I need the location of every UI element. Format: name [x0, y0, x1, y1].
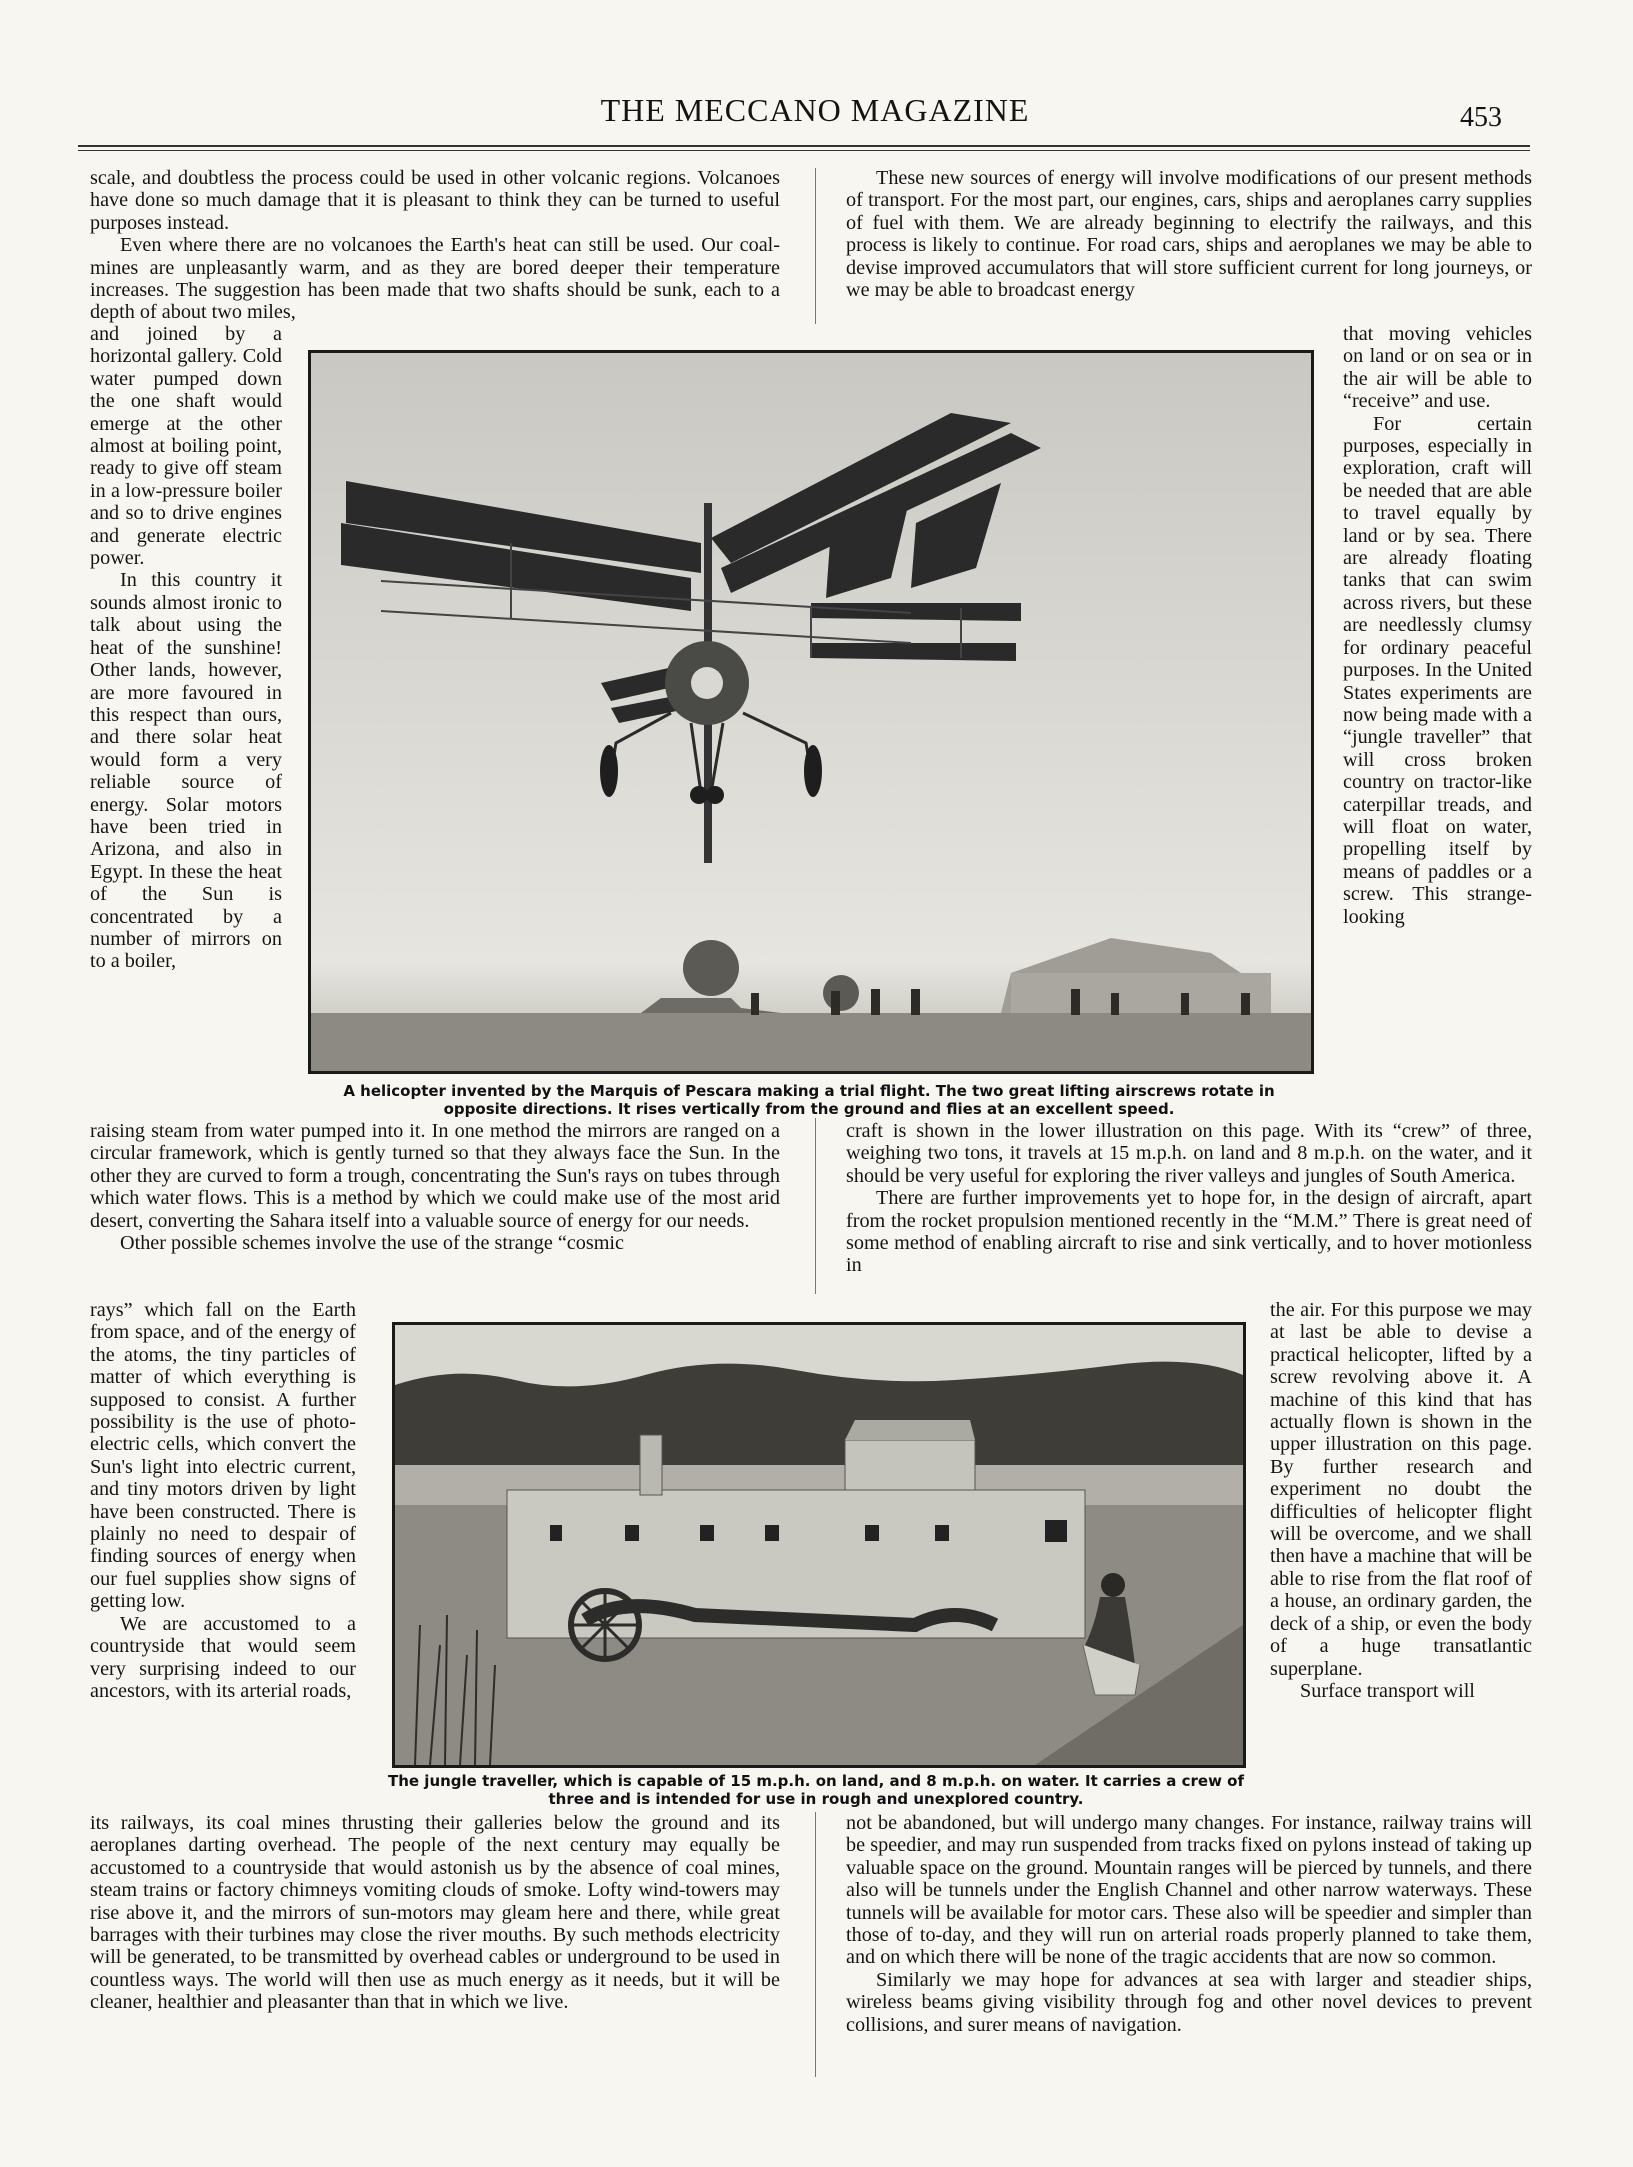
paragraph: Other possible schemes involve the use of the strange “cosmic	[120, 1232, 624, 1255]
header-rule	[78, 145, 1530, 147]
left-column-top-text	[90, 167, 780, 324]
jungle-traveller-caption: The jungle traveller, which is capable of 15 m.p.h. on land, and 8 m.p.h. on water. It carries a crew of three and is intended for use in rough and unexplored country.	[388, 1772, 1244, 1808]
right-column-bottom-text	[846, 1812, 1532, 2036]
paragraph: not be abandoned, but will undergo many changes. For instance, railway trains will be speedier, and may run suspended from tracks fixed on pylons instead of taking up valuable space on the ground. Mountain ranges will be pierced by tunnels, and there also will be tunnels under the English Channel and other narrow waterways. These tunnels will be available for motor cars. These also will be speedier and simpler than those of to-day, and they will run on arterial roads properly planned to take them, and on which there will be none of the tragic accidents that are now so common.	[846, 1812, 1532, 1969]
paragraph: These new sources of energy will involve modifications of our present methods of transport. For the most part, our engines, cars, ships and aeroplanes carry supplies of fuel with them. We are already beginning to electrify the railways, and this process is likely to continue. For road cars, ships and aeroplanes we may be able to devise improved accumulators that will store sufficient current for long journeys, or we may be able to broadcast energy	[846, 167, 1532, 302]
paragraph: We are accustomed to a countryside that would seem very surprising indeed to our ancestors, with its arterial roads,	[90, 1612, 356, 1702]
paragraph: Surface transport will	[1300, 1679, 1475, 1702]
paragraph: For certain purposes, especially in exploration, craft will be needed that are able to travel equally by land or by sea. There are already floating tanks that can swim across rivers, but these are needlessly clumsy for ordinary peaceful purposes. In the United States experiments are now being made with a “jungle traveller” that will cross broken country on tractor-like caterpillar treads, and will float on water, propelling itself by means of paddles or a screw. This strange-looking	[1343, 412, 1532, 928]
magazine-title: THE MECCANO MAGAZINE	[600, 92, 1030, 128]
jungle-traveller-illustration	[395, 1325, 1243, 1765]
paragraph: Even where there are no volcanoes the Earth's heat can still be used. Our coal-mines are unpleasantly warm, and as they are bored deeper their temperature increases. The suggestion has been made that two shafts should be sunk, each to a depth of about two miles,	[90, 234, 780, 324]
paragraph: rays” which fall on the Earth from space, and of the energy of the atoms, the tiny particles of matter of which everything is supposed to consist. A further possibility is the use of photo-electric cells, which convert the Sun's light into electric current, and tiny motors driven by light have been constructed. There is plainly no need to despair of finding sources of energy when our fuel supplies show signs of getting low.	[90, 1299, 356, 1613]
right-column-top-text	[846, 167, 1532, 301]
paragraph: raising steam from water pumped into it. In one method the mirrors are ranged on a circular framework, which is gently turned so that they always face the Sun. In the other they are curved to form a trough, concentrating the Sun's rays on tubes through which water flows. This is a method by which we could make use of the most arid desert, converting the Sahara itself into a valuable source of energy for our needs.	[90, 1120, 780, 1232]
paragraph: In this country it sounds almost ironic to talk about using the heat of the sunshine! Other lands, however, are more favoured in this respect than ours, and there solar heat would form a very reliable source of energy. Solar motors have been tried in Arizona, and also in Egypt. In these the heat of the Sun is concentrated by a number of mirrors on to a boiler,	[90, 569, 282, 973]
paragraph: There are further improvements yet to hope for, in the design of aircraft, apart from the rocket propulsion mentioned recently in the “M.M.” There is great need of some method of enabling aircraft to rise and sink vertically, and to hover motionless in	[846, 1187, 1532, 1277]
helicopter-caption: A helicopter invented by the Marquis of Pescara making a trial flight. The two great lifting airscrews rotate in opposite directions. It rises vertically from the ground and flies at an excellent speed.	[343, 1082, 1275, 1118]
jungle-traveller-photo	[392, 1322, 1246, 1768]
page-number: 453	[1460, 102, 1502, 133]
paragraph: scale, and doubtless the process could be used in other volcanic regions. Volcanoes have done so much damage that it is pleasant to think they can be turned to useful purposes instead.	[90, 167, 780, 234]
paragraph: and joined by a horizontal gallery. Cold water pumped down the one shaft would emerge at the other almost at boiling point, ready to give off steam in a low-pressure boiler and so to drive engines and generate electric power.	[90, 323, 282, 570]
helicopter-illustration	[311, 353, 1311, 1071]
paragraph: the air. For this purpose we may at last be able to devise a practical helicopter, lifted by a screw revolving above it. A machine of this kind that has actually flown is shown in the upper illustration on this page. By further research and experiment no doubt the difficulties of helicopter flight will be overcome, and we shall then have a machine that will be able to rise from the flat roof of a house, an ordinary garden, the deck of a ship, or even the body of a huge transatlantic superplane.	[1270, 1299, 1532, 1680]
left-column-bottom-text	[90, 1812, 780, 2014]
helicopter-photo	[308, 350, 1314, 1074]
paragraph: its railways, its coal mines thrusting their galleries below the ground and its aeroplanes darting overhead. The people of the next century may equally be accustomed to a countryside that would astonish us by the absence of coal mines, steam trains or factory chimneys vomiting clouds of smoke. Lofty wind-towers may rise above it, and the mirrors of sun-motors may gleam here and there, while great barrages with their turbines may close the river mouths. By such methods electricity will be generated, to be transmitted by overhead cables or underground to be used in countless ways. The world will then use as much energy as it needs, but it will be cleaner, healthier and pleasanter than that in which we live.	[90, 1812, 780, 2014]
column-divider-bottom	[815, 1812, 816, 2077]
column-divider-top	[815, 168, 816, 324]
right-narrow-text	[1343, 323, 1532, 928]
left-narrow-text-2	[90, 1299, 356, 1702]
left-column-middle-text	[90, 1120, 780, 1254]
paragraph: that moving vehicles on land or on sea or in the air will be able to “receive” and use.	[1343, 323, 1532, 413]
left-narrow-text	[90, 323, 282, 973]
right-column-middle-text	[846, 1120, 1532, 1277]
right-narrow-text-2	[1270, 1299, 1532, 1702]
column-divider-middle	[815, 1118, 816, 1294]
paragraph: Similarly we may hope for advances at sea with larger and steadier ships, wireless beams giving visibility through fog and other novel devices to prevent collisions, and surer means of navigation.	[846, 1968, 1532, 2036]
paragraph: craft is shown in the lower illustration on this page. With its “crew” of three, weighing two tons, it travels at 15 m.p.h. on land and 8 m.p.h. on the water, and it should be very useful for exploring the river valleys and jungles of South America.	[846, 1120, 1532, 1187]
header-rule-thin	[78, 150, 1530, 151]
